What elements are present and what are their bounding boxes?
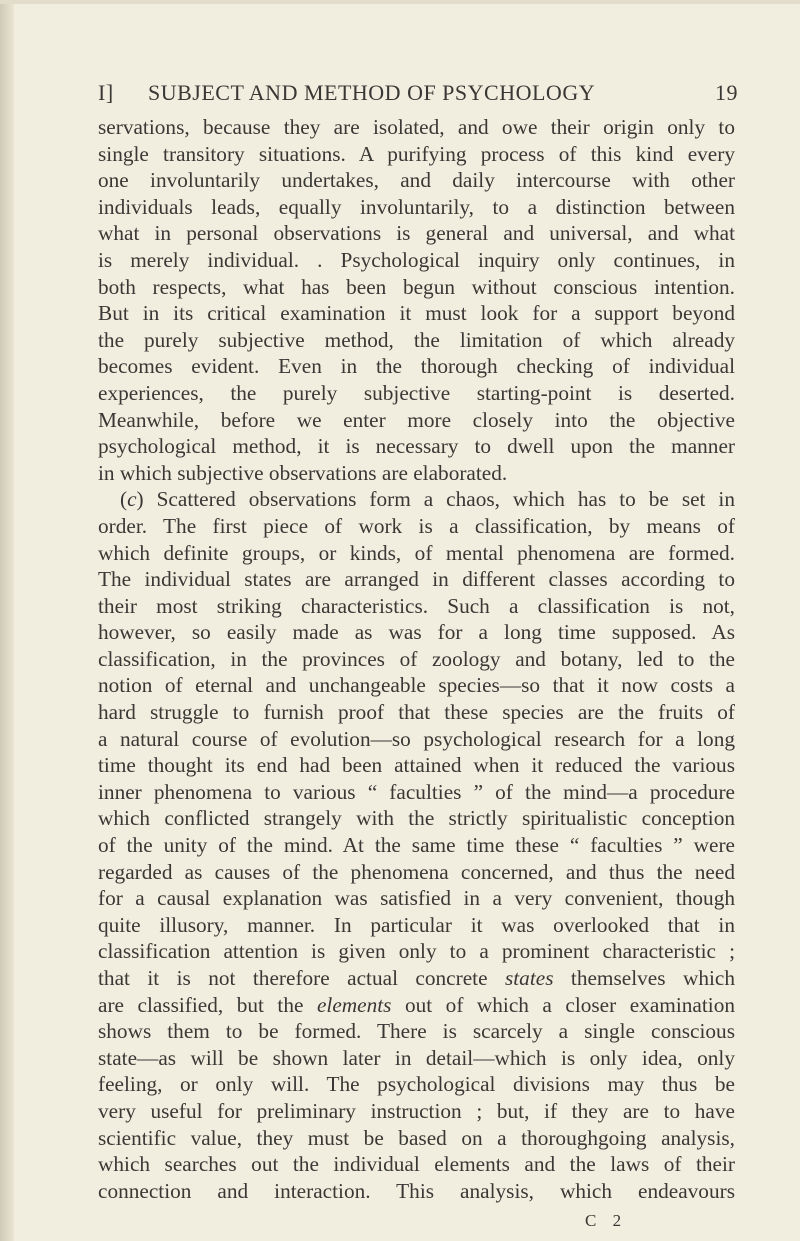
text-segment: are classified, but the bbox=[98, 992, 317, 1017]
text-segment: which conflicted strangely with the strictly spiritualistic conception bbox=[98, 806, 735, 831]
text-segment: of the unity of the mind. At the same time these “ faculties ” were bbox=[98, 833, 735, 858]
chapter-number: I] bbox=[98, 80, 114, 105]
text-segment: hard struggle to furnish proof that these species are the fruits of bbox=[98, 700, 735, 725]
running-title: SUBJECT AND METHOD OF PSYCHOLOGY bbox=[148, 80, 596, 105]
text-line bbox=[98, 513, 735, 540]
text-line bbox=[98, 274, 735, 301]
text-line bbox=[98, 1071, 735, 1098]
text-line bbox=[98, 540, 735, 567]
text-segment: order. The first piece of work is a classification, by means of bbox=[98, 513, 735, 538]
text-segment: themselves which bbox=[553, 966, 736, 990]
text-line bbox=[98, 486, 735, 513]
text-line bbox=[98, 407, 735, 434]
text-line bbox=[98, 752, 735, 779]
text-line bbox=[98, 912, 735, 939]
text-line bbox=[98, 300, 735, 327]
text-segment: is merely individual. . Psychological inquiry only continues, in bbox=[98, 247, 735, 272]
text-segment: servations, because they are isolated, and owe their origin only to bbox=[98, 115, 735, 139]
text-segment: both respects, what has been begun without conscious intention. bbox=[98, 274, 735, 299]
italic-text: states bbox=[504, 966, 554, 990]
text-segment: The individual states are arranged in different classes according to bbox=[98, 567, 735, 592]
text-segment: notion of eternal and unchangeable species—so that it now costs a bbox=[98, 673, 735, 698]
text-segment: connection and interaction. This analysis, which endeavours bbox=[98, 1178, 735, 1203]
text-line bbox=[98, 779, 735, 806]
text-line bbox=[98, 885, 735, 912]
text-line bbox=[98, 566, 735, 593]
page-binding-edge bbox=[0, 0, 14, 1241]
text-segment: feeling, or only will. The psychological divisions may thus be bbox=[98, 1072, 735, 1097]
text-segment: which definite groups, or kinds, of mental phenomena are formed. bbox=[98, 540, 735, 565]
text-line bbox=[98, 859, 735, 886]
text-segment: classification attention is given only to a prominent characteristic ; bbox=[98, 939, 735, 964]
text-segment: regarded as causes of the phenomena concerned, and thus the need bbox=[98, 859, 735, 884]
text-line bbox=[98, 672, 735, 699]
text-line bbox=[98, 619, 735, 646]
text-segment: experiences, the purely subjective starting-point is deserted. bbox=[98, 380, 735, 405]
text-line bbox=[98, 460, 735, 487]
text-segment: out of which a closer examination bbox=[391, 992, 735, 1017]
text-segment: very useful for preliminary instruction ; but, if they are to have bbox=[98, 1098, 735, 1123]
body-text bbox=[98, 114, 735, 1204]
italic-text: elements bbox=[316, 992, 392, 1017]
text-segment: which searches out the individual elements and the laws of their bbox=[98, 1152, 735, 1177]
text-line bbox=[98, 699, 735, 726]
page-top-edge bbox=[0, 0, 800, 4]
text-line bbox=[98, 220, 735, 247]
text-line bbox=[98, 1018, 735, 1045]
text-line bbox=[98, 167, 735, 194]
text-segment: inner phenomena to various “ faculties ” of the mind—a procedure bbox=[98, 779, 735, 804]
text-segment: time thought its end had been attained when it reduced the various bbox=[98, 753, 735, 778]
text-segment: the purely subjective method, the limitation of which already bbox=[98, 327, 735, 352]
italic-text: c bbox=[127, 487, 137, 512]
text-line bbox=[98, 726, 735, 753]
text-line bbox=[98, 1178, 735, 1205]
text-line bbox=[98, 1098, 735, 1125]
text-segment: one involuntarily undertakes, and daily intercourse with other bbox=[98, 168, 735, 193]
text-segment: classification, in the provinces of zoology and botany, led to the bbox=[98, 646, 735, 671]
text-segment: state—as will be shown later in detail—which is only idea, only bbox=[98, 1045, 735, 1070]
text-segment: quite illusory, manner. In particular it was overlooked that in bbox=[98, 912, 735, 937]
text-segment: ) Scattered observations form a chaos, which has to be set in bbox=[136, 487, 735, 512]
text-segment: scientific value, they must be based on a thoroughgoing analysis, bbox=[98, 1125, 735, 1150]
page-number: 19 bbox=[715, 80, 738, 105]
signature-mark: C 2 bbox=[585, 1211, 628, 1230]
text-line bbox=[98, 938, 735, 965]
text-segment: what in personal observations is general and universal, and what bbox=[98, 221, 735, 246]
text-line bbox=[98, 992, 735, 1019]
text-line bbox=[98, 1151, 735, 1178]
text-line bbox=[98, 194, 735, 221]
text-segment: Meanwhile, before we enter more closely into the objective bbox=[98, 407, 735, 432]
text-line bbox=[98, 832, 735, 859]
text-line bbox=[98, 1125, 735, 1152]
running-header bbox=[98, 80, 738, 110]
text-line bbox=[98, 593, 735, 620]
text-line bbox=[98, 646, 735, 673]
text-line bbox=[98, 965, 735, 992]
text-segment: in which subjective observations are elaborated. bbox=[98, 460, 508, 485]
text-segment: becomes evident. Even in the thorough checking of individual bbox=[98, 354, 735, 379]
text-line bbox=[98, 141, 735, 168]
text-segment: ( bbox=[120, 487, 128, 512]
text-segment: for a causal explanation was satisfied in a very convenient, though bbox=[98, 886, 735, 911]
text-line bbox=[98, 380, 735, 407]
text-segment: that it is not therefore actual concrete bbox=[98, 966, 505, 990]
text-line bbox=[98, 1045, 735, 1072]
text-line bbox=[98, 433, 735, 460]
text-segment: however, so easily made as was for a long time supposed. As bbox=[98, 620, 735, 645]
text-segment: shows them to be formed. There is scarcely a single conscious bbox=[98, 1019, 735, 1044]
text-line bbox=[98, 353, 735, 380]
text-line bbox=[98, 114, 735, 141]
text-segment: But in its critical examination it must look for a support beyond bbox=[98, 301, 735, 326]
text-segment: their most striking characteristics. Such a classification is not, bbox=[98, 593, 735, 618]
text-segment: individuals leads, equally involuntarily, to a distinction between bbox=[98, 194, 735, 219]
text-segment: single transitory situations. A purifying process of this kind every bbox=[98, 141, 735, 166]
text-line bbox=[98, 805, 735, 832]
text-line bbox=[98, 247, 735, 274]
text-segment: a natural course of evolution—so psychological research for a long bbox=[98, 726, 735, 751]
text-segment: psychological method, it is necessary to dwell upon the manner bbox=[98, 434, 735, 459]
text-line bbox=[98, 327, 735, 354]
